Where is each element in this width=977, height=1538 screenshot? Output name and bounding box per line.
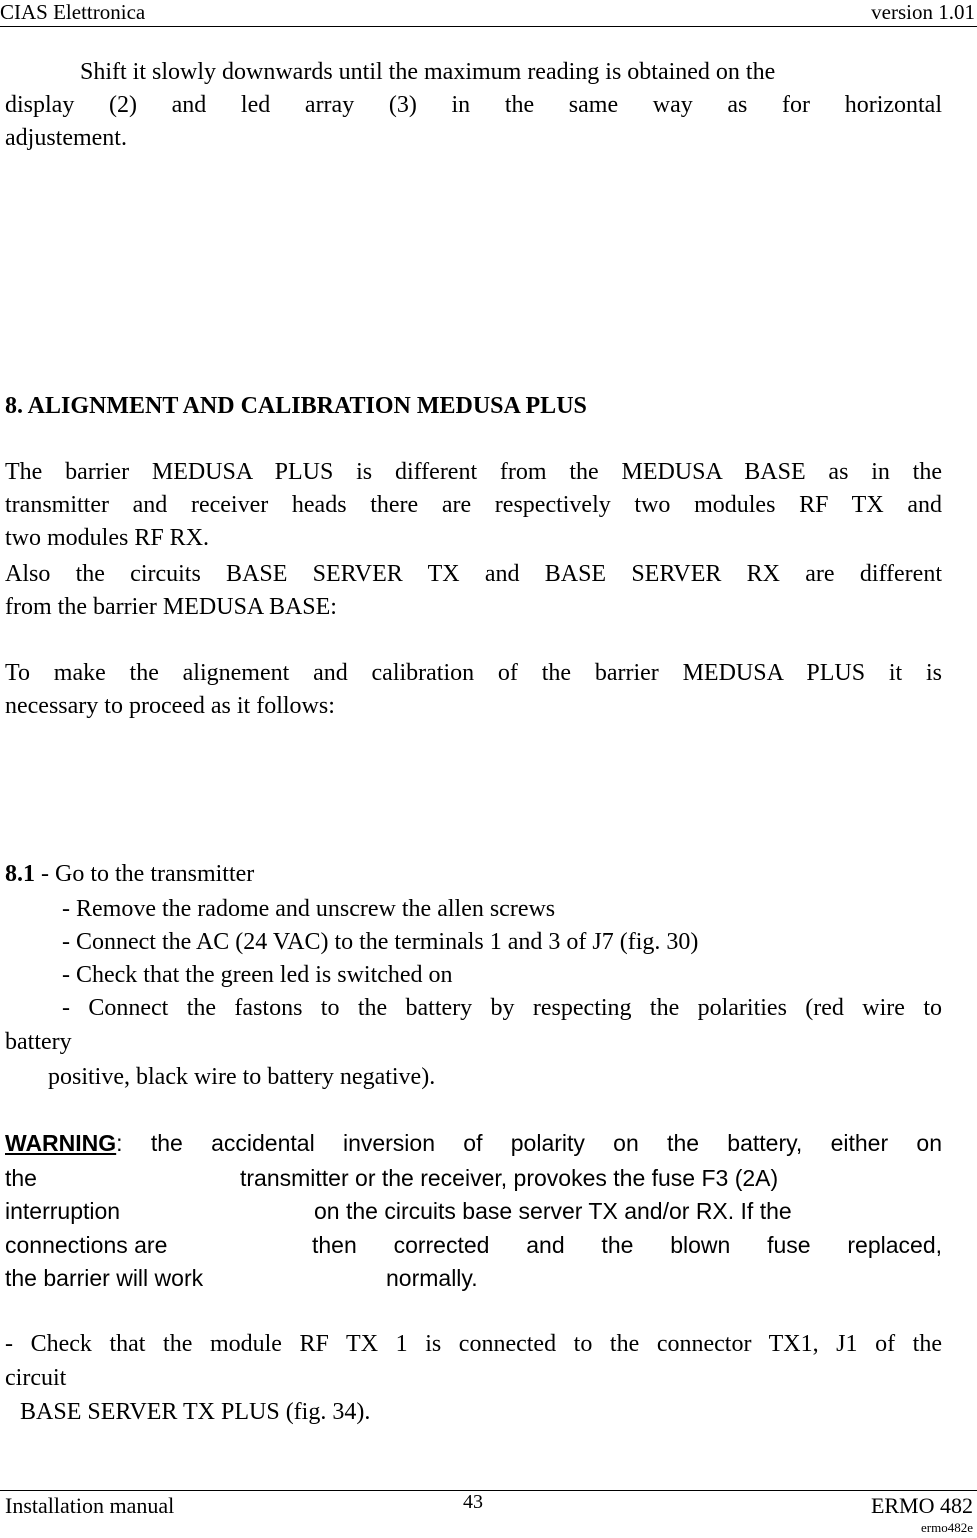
warning-line-2a: the xyxy=(5,1165,37,1191)
step-title-text: - Go to the transmitter xyxy=(35,861,255,887)
check-line-2: circuit xyxy=(5,1365,67,1391)
page-number: 43 xyxy=(463,1491,483,1513)
header-left: CIAS Elettronica xyxy=(0,0,146,24)
step-title xyxy=(5,858,254,891)
check-line-1: - Check that the module RF TX 1 is connected to the connector TX1, J1 of the xyxy=(5,1331,942,1357)
warning-line-4b: then corrected and the blown fuse replaced, xyxy=(312,1232,942,1258)
header-rule xyxy=(0,26,977,27)
section-paragraph-1: The barrier MEDUSA PLUS is different from the MEDUSA BASE as in the transmitter and receiver heads there are respectively two modules RF TX and two modules RF RX. xyxy=(5,459,942,551)
footer-right: ERMO 482 xyxy=(870,1493,973,1518)
check-line-3: BASE SERVER TX PLUS (fig. 34). xyxy=(20,1399,371,1425)
footer-code: ermo482e xyxy=(921,1520,973,1535)
section-heading: 8. ALIGNMENT AND CALIBRATION MEDUSA PLUS xyxy=(5,393,587,419)
warning-line-3a: interruption xyxy=(5,1198,121,1224)
footer-rule xyxy=(0,1490,977,1491)
warning-line-2b: transmitter or the receiver, provokes the fuse F3 (2A) xyxy=(240,1165,779,1191)
warning-line-5b: normally. xyxy=(386,1265,478,1291)
section-paragraph-2: Also the circuits BASE SERVER TX and BASE SERVER RX are different from the barrier MEDUSA BASE: xyxy=(5,561,942,620)
step-item-continuation: positive, black wire to battery negative). xyxy=(48,1064,436,1090)
warning-line-4a: connections are xyxy=(5,1232,168,1258)
step-item: - Check that the green led is switched on xyxy=(62,962,453,988)
warning-line-3b: on the circuits base server TX and/or RX. If the xyxy=(314,1198,792,1224)
step-item: - Connect the fastons to the battery by respecting the polarities (red wire to xyxy=(62,995,942,1021)
header-right: version 1.01 xyxy=(871,0,975,24)
warning-label: WARNING xyxy=(5,1130,117,1156)
warning-text: : the accidental inversion of polarity on the battery, either on xyxy=(116,1130,942,1156)
warning-line-1 xyxy=(5,1127,942,1160)
section-paragraph-3: To make the alignement and calibration of the barrier MEDUSA PLUS it is necessary to proceed as it follows: xyxy=(5,660,942,719)
step-item: - Remove the radome and unscrew the allen screws xyxy=(62,896,556,922)
footer-left: Installation manual xyxy=(5,1493,175,1518)
step-item-continuation: battery xyxy=(5,1029,72,1055)
intro-line-3: adjustement. xyxy=(5,125,127,151)
warning-line-5a: the barrier will work xyxy=(5,1265,204,1291)
step-item: - Connect the AC (24 VAC) to the terminals 1 and 3 of J7 (fig. 30) xyxy=(62,929,699,955)
step-number: 8.1 xyxy=(5,861,35,887)
intro-line-2: display (2) and led array (3) in the same way as for horizontal xyxy=(5,92,942,118)
intro-line-1: Shift it slowly downwards until the maximum reading is obtained on the xyxy=(80,59,776,85)
